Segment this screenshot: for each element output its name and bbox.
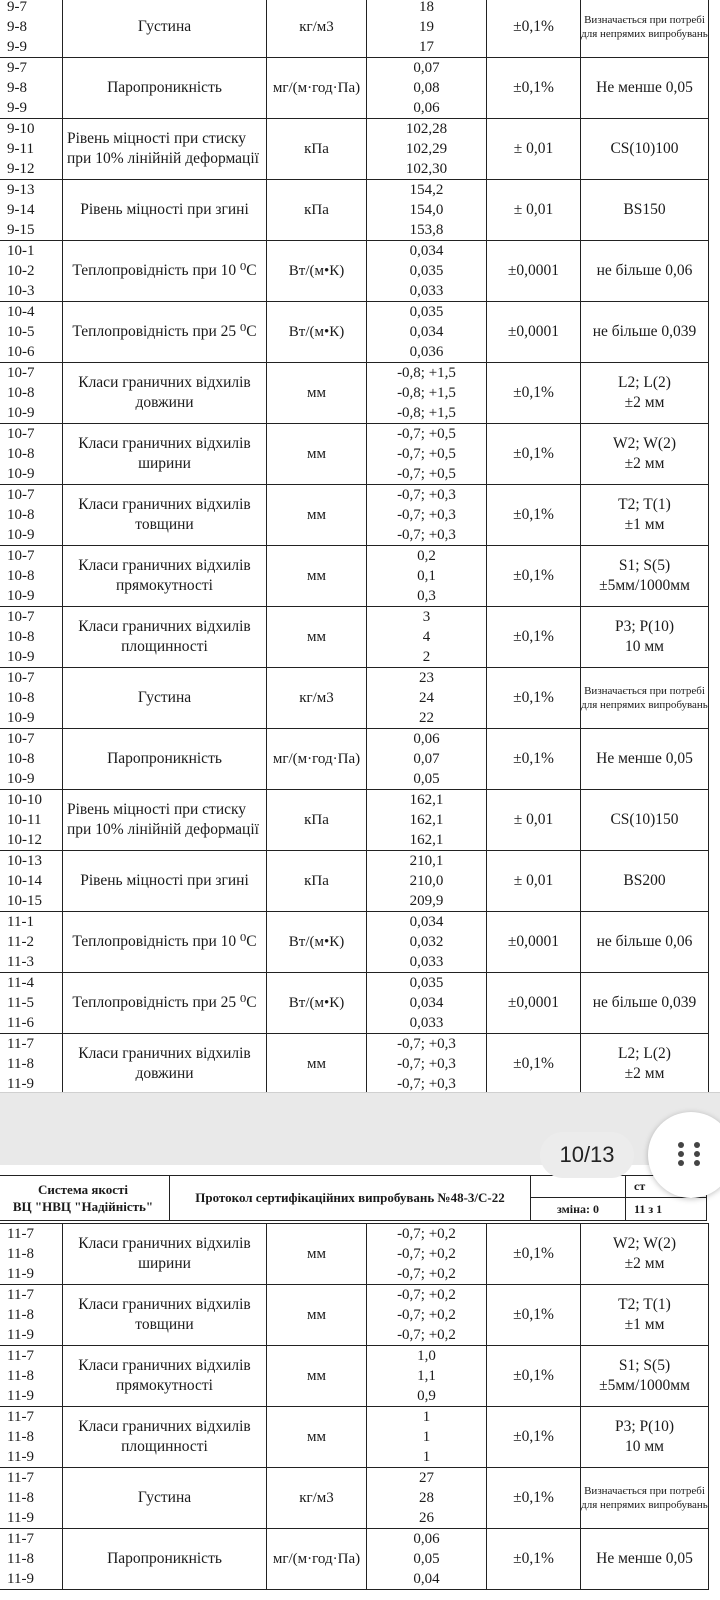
accuracy: ± 0,01 (487, 180, 581, 241)
requirement: W2; W(2) ±2 мм (581, 1224, 709, 1285)
accuracy: ±0,1% (487, 1346, 581, 1407)
accuracy: ±0,1% (487, 1034, 581, 1093)
accuracy: ±0,0001 (487, 912, 581, 973)
measured-values: 18 19 17 (367, 0, 487, 58)
sample-codes: 9-10 9-11 9-12 (0, 119, 63, 180)
unit: мг/(м·год·Па) (267, 1529, 367, 1590)
accuracy: ±0,1% (487, 729, 581, 790)
requirement: BS200 (581, 851, 709, 912)
sample-codes: 11-1 11-2 11-3 (0, 912, 63, 973)
table-row (0, 912, 709, 973)
measured-values: 0,034 0,032 0,033 (367, 912, 487, 973)
requirement: Визначається при потребі для непрямих випробувань (581, 0, 709, 58)
accuracy: ±0,1% (487, 607, 581, 668)
property-name: Класи граничних відхилів ширини (63, 424, 267, 485)
requirement: S1; S(5) ±5мм/1000мм (581, 1346, 709, 1407)
requirement: не більше 0,039 (581, 302, 709, 363)
measured-values: 0,07 0,08 0,06 (367, 58, 487, 119)
table-row (0, 668, 709, 729)
sample-codes: 11-7 11-8 11-9 (0, 1529, 63, 1590)
unit: мм (267, 1034, 367, 1093)
unit: Вт/(м•К) (267, 302, 367, 363)
sample-codes: 9-7 9-8 9-9 (0, 58, 63, 119)
unit: мм (267, 546, 367, 607)
accuracy: ± 0,01 (487, 119, 581, 180)
unit: мм (267, 1285, 367, 1346)
table-row (0, 180, 709, 241)
measured-values: -0,7; +0,2 -0,7; +0,2 -0,7; +0,2 (367, 1285, 487, 1346)
requirement: Не менше 0,05 (581, 729, 709, 790)
table-row (0, 790, 709, 851)
table-row (0, 973, 709, 1034)
requirement: не більше 0,039 (581, 973, 709, 1034)
results-table-continued (0, 1223, 709, 1590)
requirement: Визначається при потребі для непрямих випробувань (581, 1468, 709, 1529)
unit: кг/м3 (267, 668, 367, 729)
accuracy: ±0,0001 (487, 302, 581, 363)
table-row (0, 1285, 709, 1346)
table-row (0, 485, 709, 546)
table-row (0, 1224, 709, 1285)
accuracy: ±0,1% (487, 1468, 581, 1529)
sample-codes: 10-4 10-5 10-6 (0, 302, 63, 363)
document-page-11 (0, 1165, 720, 1600)
measured-values: 154,2 154,0 153,8 (367, 180, 487, 241)
sample-codes: 10-7 10-8 10-9 (0, 485, 63, 546)
unit: мм (267, 1346, 367, 1407)
unit: мм (267, 485, 367, 546)
measured-values: 102,28 102,29 102,30 (367, 119, 487, 180)
table-row (0, 546, 709, 607)
unit: кПа (267, 119, 367, 180)
table-row (0, 241, 709, 302)
unit: кг/м3 (267, 1468, 367, 1529)
organization-name: ВЦ "НВЦ "Надійність" (12, 1199, 154, 1214)
requirement: P3; P(10) 10 мм (581, 1407, 709, 1468)
property-name: Паропроникність (63, 58, 267, 119)
property-name: Класи граничних відхилів товщини (63, 1285, 267, 1346)
requirement: не більше 0,06 (581, 241, 709, 302)
sample-codes: 10-13 10-14 10-15 (0, 851, 63, 912)
page-of-label: 11 з 1 (634, 1202, 663, 1216)
requirement: S1; S(5) ±5мм/1000мм (581, 546, 709, 607)
measured-values: 0,035 0,034 0,033 (367, 973, 487, 1034)
unit: кПа (267, 790, 367, 851)
sample-codes: 9-7 9-8 9-9 (0, 0, 63, 58)
requirement: Не менше 0,05 (581, 58, 709, 119)
requirement: L2; L(2) ±2 мм (581, 363, 709, 424)
table-row (0, 424, 709, 485)
property-name: Класи граничних відхилів площинності (63, 607, 267, 668)
unit: мм (267, 1407, 367, 1468)
property-name: Паропроникність (63, 729, 267, 790)
accuracy: ±0,1% (487, 1224, 581, 1285)
sample-codes: 11-7 11-8 11-9 (0, 1468, 63, 1529)
measured-values: 0,2 0,1 0,3 (367, 546, 487, 607)
table-row (0, 1468, 709, 1529)
requirement: T2; T(1) ±1 мм (581, 1285, 709, 1346)
property-name: Класи граничних відхилів товщини (63, 485, 267, 546)
table-row (0, 1529, 709, 1590)
property-name: Класи граничних відхилів прямокутності (63, 546, 267, 607)
property-name: Класи граничних відхилів ширини (63, 1224, 267, 1285)
measured-values: 27 28 26 (367, 1468, 487, 1529)
unit: мм (267, 607, 367, 668)
requirement: BS150 (581, 180, 709, 241)
accuracy: ±0,1% (487, 1529, 581, 1590)
property-name: Класи граничних відхилів довжини (63, 363, 267, 424)
measured-values: 210,1 210,0 209,9 (367, 851, 487, 912)
quality-system-cell (0, 1176, 170, 1221)
accuracy: ±0,1% (487, 0, 581, 58)
unit: Вт/(м•К) (267, 241, 367, 302)
accuracy: ± 0,01 (487, 851, 581, 912)
measured-values: 162,1 162,1 162,1 (367, 790, 487, 851)
accuracy: ±0,0001 (487, 973, 581, 1034)
protocol-header (0, 1175, 707, 1221)
property-name: Густина (63, 668, 267, 729)
property-name: Густина (63, 0, 267, 58)
property-name: Рівень міцності при згині (63, 851, 267, 912)
unit: мм (267, 363, 367, 424)
sample-codes: 10-10 10-11 10-12 (0, 790, 63, 851)
sample-codes: 9-13 9-14 9-15 (0, 180, 63, 241)
table-row (0, 851, 709, 912)
change-label: зміна: 0 (556, 1202, 600, 1216)
property-name: Теплопровідність при 25 ⁰С (63, 973, 267, 1034)
table-row (0, 729, 709, 790)
property-name: Густина (63, 1468, 267, 1529)
accuracy: ±0,1% (487, 424, 581, 485)
change-cell (531, 1176, 626, 1221)
unit: Вт/(м•К) (267, 973, 367, 1034)
requirement: T2; T(1) ±1 мм (581, 485, 709, 546)
property-name: Рівень міцності при згині (63, 180, 267, 241)
measured-values: 1 1 1 (367, 1407, 487, 1468)
table-row (0, 1346, 709, 1407)
accuracy: ± 0,01 (487, 790, 581, 851)
unit: кг/м3 (267, 0, 367, 58)
accuracy: ±0,1% (487, 485, 581, 546)
unit: мг/(м·год·Па) (267, 58, 367, 119)
measured-values: 3 4 2 (367, 607, 487, 668)
sample-codes: 10-7 10-8 10-9 (0, 729, 63, 790)
measured-values: 0,035 0,034 0,036 (367, 302, 487, 363)
measured-values: 23 24 22 (367, 668, 487, 729)
requirement: W2; W(2) ±2 мм (581, 424, 709, 485)
sample-codes: 11-7 11-8 11-9 (0, 1346, 63, 1407)
page-label: ст (626, 1179, 706, 1198)
unit: Вт/(м•К) (267, 912, 367, 973)
measured-values: -0,7; +0,3 -0,7; +0,3 -0,7; +0,3 (367, 485, 487, 546)
property-name: Рівень міцності при стиску при 10% лінійній деформації (63, 790, 267, 851)
requirement: не більше 0,06 (581, 912, 709, 973)
unit: кПа (267, 180, 367, 241)
property-name: Теплопровідність при 25 ⁰С (63, 302, 267, 363)
requirement: Визначається при потребі для непрямих випробувань (581, 668, 709, 729)
property-name: Класи граничних відхилів площинності (63, 1407, 267, 1468)
unit: мг/(м·год·Па) (267, 729, 367, 790)
measured-values: 1,0 1,1 0,9 (367, 1346, 487, 1407)
sample-codes: 11-7 11-8 11-9 (0, 1034, 63, 1093)
table-row (0, 119, 709, 180)
sample-codes: 11-4 11-5 11-6 (0, 973, 63, 1034)
unit: мм (267, 424, 367, 485)
requirement: L2; L(2) ±2 мм (581, 1034, 709, 1093)
measured-values: 0,06 0,07 0,05 (367, 729, 487, 790)
requirement: CS(10)150 (581, 790, 709, 851)
table-row (0, 1407, 709, 1468)
property-name: Теплопровідність при 10 ⁰С (63, 241, 267, 302)
requirement: Не менше 0,05 (581, 1529, 709, 1590)
measured-values: -0,8; +1,5 -0,8; +1,5 -0,8; +1,5 (367, 363, 487, 424)
table-row (0, 58, 709, 119)
accuracy: ±0,1% (487, 58, 581, 119)
measured-values: -0,7; +0,3 -0,7; +0,3 -0,7; +0,3 (367, 1034, 487, 1093)
property-name: Класи граничних відхилів прямокутності (63, 1346, 267, 1407)
accuracy: ±0,1% (487, 363, 581, 424)
sample-codes: 10-7 10-8 10-9 (0, 363, 63, 424)
measured-values: -0,7; +0,2 -0,7; +0,2 -0,7; +0,2 (367, 1224, 487, 1285)
sample-codes: 10-7 10-8 10-9 (0, 668, 63, 729)
property-name: Теплопровідність при 10 ⁰С (63, 912, 267, 973)
property-name: Паропроникність (63, 1529, 267, 1590)
sample-codes: 10-1 10-2 10-3 (0, 241, 63, 302)
accuracy: ±0,1% (487, 1407, 581, 1468)
property-name: Рівень міцності при стиску при 10% лінійній деформації (63, 119, 267, 180)
sample-codes: 10-7 10-8 10-9 (0, 424, 63, 485)
sample-codes: 10-7 10-8 10-9 (0, 546, 63, 607)
measured-values: 0,034 0,035 0,033 (367, 241, 487, 302)
sample-codes: 11-7 11-8 11-9 (0, 1224, 63, 1285)
accuracy: ±0,0001 (487, 241, 581, 302)
table-row (0, 1034, 709, 1093)
unit: кПа (267, 851, 367, 912)
property-name: Класи граничних відхилів довжини (63, 1034, 267, 1093)
sample-codes: 10-7 10-8 10-9 (0, 607, 63, 668)
sample-codes: 11-7 11-8 11-9 (0, 1407, 63, 1468)
measured-values: 0,06 0,05 0,04 (367, 1529, 487, 1590)
protocol-title: Протокол сертифікаційних випробувань №48-3/С-22 (170, 1176, 531, 1221)
requirement: P3; P(10) 10 мм (581, 607, 709, 668)
table-row (0, 607, 709, 668)
table-row (0, 363, 709, 424)
measured-values: -0,7; +0,5 -0,7; +0,5 -0,7; +0,5 (367, 424, 487, 485)
unit: мм (267, 1224, 367, 1285)
accuracy: ±0,1% (487, 546, 581, 607)
accuracy: ±0,1% (487, 668, 581, 729)
table-row (0, 0, 709, 58)
grid-dots-icon (678, 1142, 702, 1166)
page-indicator: 10/13 (540, 1132, 634, 1178)
table-row (0, 302, 709, 363)
quality-system-label: Система якості (38, 1182, 128, 1197)
accuracy: ±0,1% (487, 1285, 581, 1346)
requirement: CS(10)100 (581, 119, 709, 180)
sample-codes: 11-7 11-8 11-9 (0, 1285, 63, 1346)
